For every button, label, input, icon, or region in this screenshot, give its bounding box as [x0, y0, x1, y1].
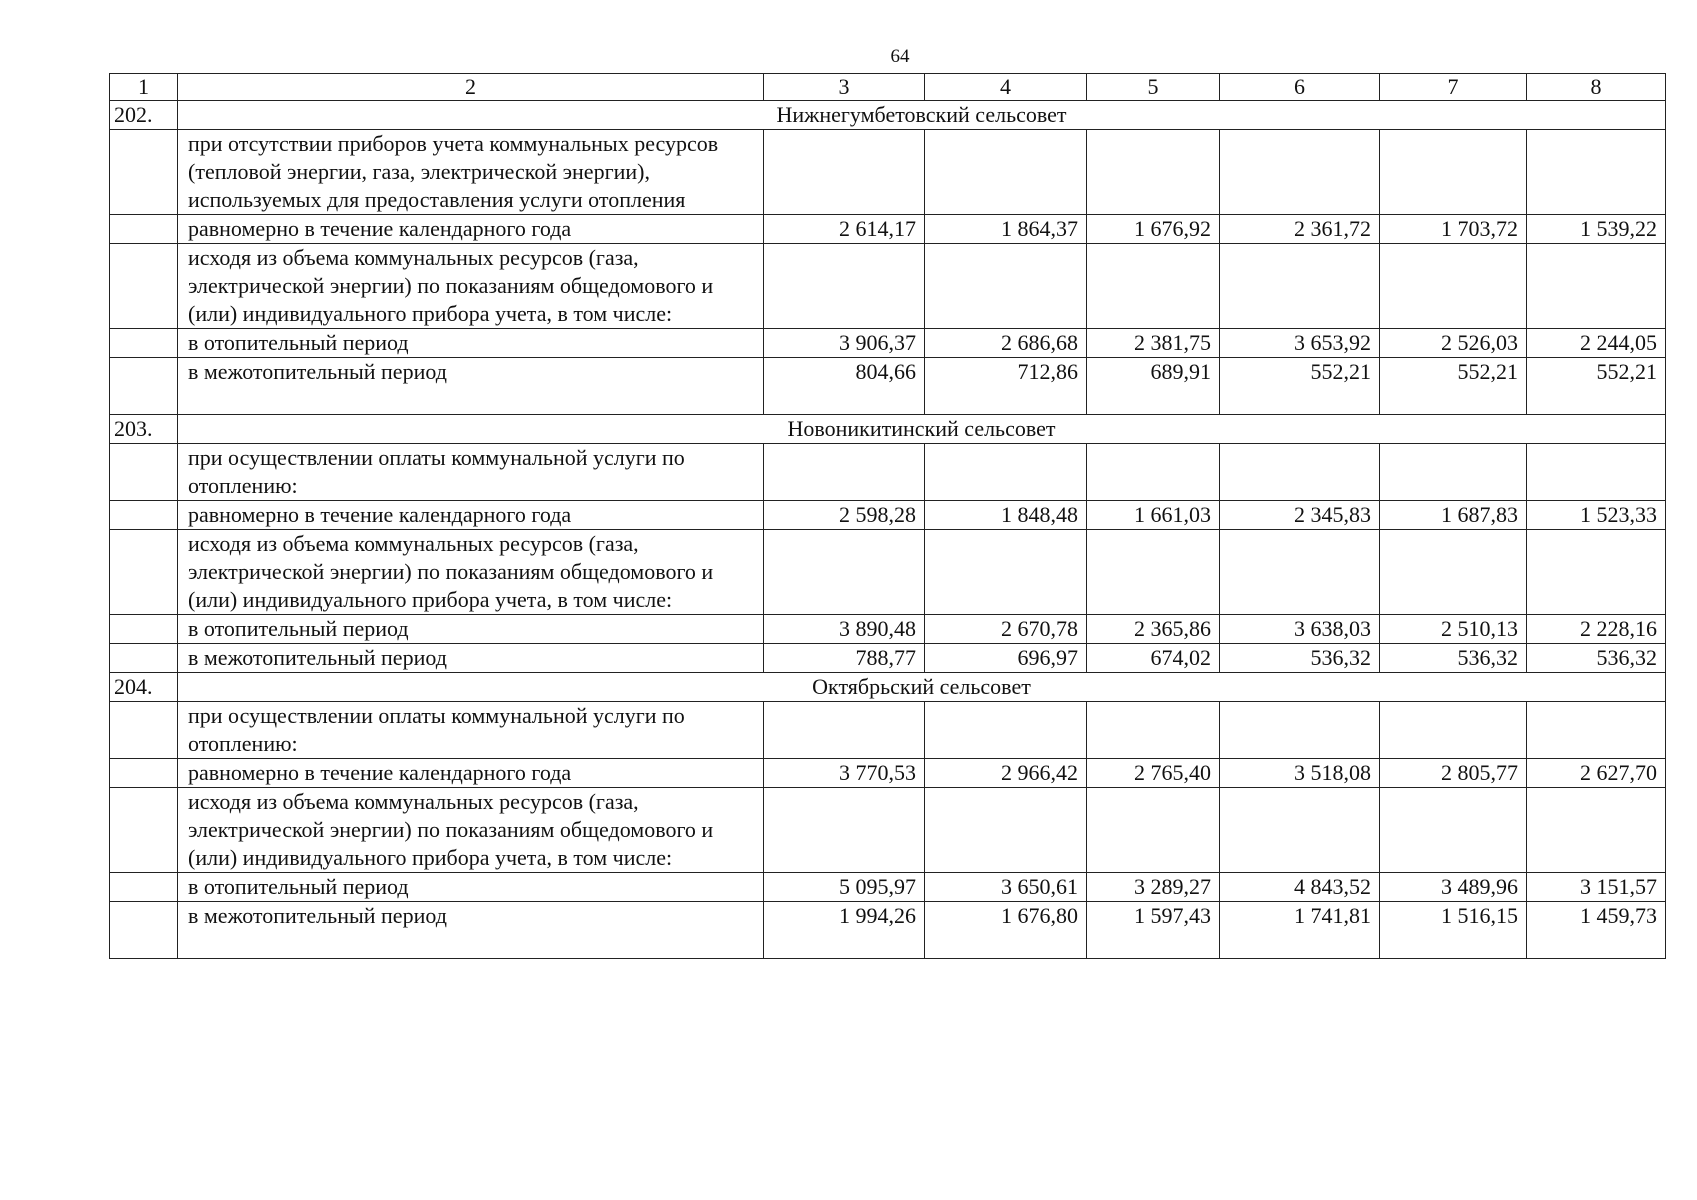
row-index-cell [110, 644, 178, 673]
value-cell-col-5: 2 765,40 [1087, 759, 1220, 788]
value-cell-col-6: 536,32 [1220, 644, 1380, 673]
value-cell-col-8: 2 244,05 [1527, 329, 1666, 358]
value-cell-col-4: 1 848,48 [925, 501, 1087, 530]
column-number: 5 [1087, 74, 1220, 101]
value-cell-col-3 [764, 130, 925, 215]
row-description: в отопительный период [178, 873, 764, 902]
column-number: 7 [1380, 74, 1527, 101]
value-cell-col-8 [1527, 530, 1666, 615]
value-cell-col-4 [925, 444, 1087, 501]
value-cell-col-5: 1 676,92 [1087, 215, 1220, 244]
value-cell-col-6: 3 638,03 [1220, 615, 1380, 644]
section-number: 204. [110, 673, 178, 702]
value-cell-col-5: 2 381,75 [1087, 329, 1220, 358]
table-row [110, 873, 1666, 902]
row-index-cell [110, 130, 178, 215]
table-row [110, 788, 1666, 873]
value-cell-col-6 [1220, 244, 1380, 329]
row-description: в отопительный период [178, 615, 764, 644]
value-cell-col-6 [1220, 530, 1380, 615]
row-description: в межотопительный период [178, 902, 764, 959]
value-cell-col-3: 3 890,48 [764, 615, 925, 644]
row-description: при осуществлении оплаты коммунальной услуги по отоплению: [178, 444, 764, 501]
value-cell-col-5 [1087, 530, 1220, 615]
row-index-cell [110, 873, 178, 902]
row-description: исходя из объема коммунальных ресурсов (газа, электрической энергии) по показаниям общедомового и (или) индивидуального прибора учета, в том числе: [178, 788, 764, 873]
tariff-table [109, 73, 1666, 959]
table-body [110, 74, 1666, 959]
table-row [110, 644, 1666, 673]
value-cell-col-3: 788,77 [764, 644, 925, 673]
value-cell-col-3: 3 906,37 [764, 329, 925, 358]
row-index-cell [110, 501, 178, 530]
row-description: при отсутствии приборов учета коммунальных ресурсов (тепловой энергии, газа, электрической энергии), используемых для предоставления услуги отопления [178, 130, 764, 215]
table-row [110, 244, 1666, 329]
row-description: в межотопительный период [178, 358, 764, 415]
value-cell-col-8 [1527, 244, 1666, 329]
row-index-cell [110, 702, 178, 759]
table-row [110, 759, 1666, 788]
value-cell-col-8: 2 228,16 [1527, 615, 1666, 644]
column-number: 3 [764, 74, 925, 101]
value-cell-col-8 [1527, 444, 1666, 501]
value-cell-col-4: 2 966,42 [925, 759, 1087, 788]
value-cell-col-8: 552,21 [1527, 358, 1666, 415]
value-cell-col-7: 2 510,13 [1380, 615, 1527, 644]
row-index-cell [110, 615, 178, 644]
table-row [110, 902, 1666, 959]
value-cell-col-4: 2 686,68 [925, 329, 1087, 358]
row-description: в межотопительный период [178, 644, 764, 673]
value-cell-col-8 [1527, 702, 1666, 759]
table-row [110, 215, 1666, 244]
row-description: равномерно в течение календарного года [178, 215, 764, 244]
value-cell-col-7: 3 489,96 [1380, 873, 1527, 902]
row-description: в отопительный период [178, 329, 764, 358]
value-cell-col-7: 2 805,77 [1380, 759, 1527, 788]
value-cell-col-6: 1 741,81 [1220, 902, 1380, 959]
value-cell-col-7: 1 687,83 [1380, 501, 1527, 530]
row-description: равномерно в течение календарного года [178, 501, 764, 530]
value-cell-col-7: 1 703,72 [1380, 215, 1527, 244]
value-cell-col-4: 712,86 [925, 358, 1087, 415]
value-cell-col-3: 1 994,26 [764, 902, 925, 959]
value-cell-col-3 [764, 444, 925, 501]
value-cell-col-5 [1087, 788, 1220, 873]
value-cell-col-5 [1087, 130, 1220, 215]
row-index-cell [110, 902, 178, 959]
column-number: 8 [1527, 74, 1666, 101]
row-index-cell [110, 759, 178, 788]
value-cell-col-7 [1380, 788, 1527, 873]
value-cell-col-8: 536,32 [1527, 644, 1666, 673]
value-cell-col-3: 2 598,28 [764, 501, 925, 530]
value-cell-col-7 [1380, 530, 1527, 615]
value-cell-col-5 [1087, 244, 1220, 329]
value-cell-col-3: 3 770,53 [764, 759, 925, 788]
column-number: 1 [110, 74, 178, 101]
value-cell-col-3 [764, 530, 925, 615]
row-index-cell [110, 444, 178, 501]
value-cell-col-4: 1 864,37 [925, 215, 1087, 244]
value-cell-col-5: 674,02 [1087, 644, 1220, 673]
value-cell-col-7: 536,32 [1380, 644, 1527, 673]
value-cell-col-5 [1087, 444, 1220, 501]
section-title: Октябрьский сельсовет [178, 673, 1666, 702]
value-cell-col-4: 696,97 [925, 644, 1087, 673]
row-index-cell [110, 244, 178, 329]
value-cell-col-6: 3 518,08 [1220, 759, 1380, 788]
value-cell-col-3 [764, 702, 925, 759]
value-cell-col-8: 1 539,22 [1527, 215, 1666, 244]
section-number: 203. [110, 415, 178, 444]
value-cell-col-4: 2 670,78 [925, 615, 1087, 644]
column-number: 6 [1220, 74, 1380, 101]
table-row [110, 501, 1666, 530]
row-description: при осуществлении оплаты коммунальной услуги по отоплению: [178, 702, 764, 759]
value-cell-col-7 [1380, 444, 1527, 501]
value-cell-col-6: 2 361,72 [1220, 215, 1380, 244]
value-cell-col-4: 3 650,61 [925, 873, 1087, 902]
value-cell-col-5: 1 661,03 [1087, 501, 1220, 530]
value-cell-col-7 [1380, 244, 1527, 329]
value-cell-col-7: 1 516,15 [1380, 902, 1527, 959]
value-cell-col-4 [925, 130, 1087, 215]
table-row [110, 530, 1666, 615]
column-number: 4 [925, 74, 1087, 101]
table-row [110, 615, 1666, 644]
value-cell-col-8 [1527, 788, 1666, 873]
value-cell-col-6 [1220, 788, 1380, 873]
value-cell-col-7 [1380, 130, 1527, 215]
row-index-cell [110, 530, 178, 615]
value-cell-col-7: 552,21 [1380, 358, 1527, 415]
section-header-row [110, 673, 1666, 702]
value-cell-col-6: 3 653,92 [1220, 329, 1380, 358]
row-description: равномерно в течение календарного года [178, 759, 764, 788]
value-cell-col-5: 2 365,86 [1087, 615, 1220, 644]
section-number: 202. [110, 101, 178, 130]
value-cell-col-5: 689,91 [1087, 358, 1220, 415]
table-row [110, 702, 1666, 759]
value-cell-col-6 [1220, 130, 1380, 215]
section-header-row [110, 415, 1666, 444]
section-title: Новоникитинский сельсовет [178, 415, 1666, 444]
page-number: 64 [890, 46, 910, 67]
value-cell-col-7: 2 526,03 [1380, 329, 1527, 358]
value-cell-col-3: 804,66 [764, 358, 925, 415]
value-cell-col-6 [1220, 444, 1380, 501]
value-cell-col-3: 5 095,97 [764, 873, 925, 902]
value-cell-col-7 [1380, 702, 1527, 759]
value-cell-col-3 [764, 244, 925, 329]
table-row [110, 329, 1666, 358]
table-row [110, 444, 1666, 501]
value-cell-col-8: 2 627,70 [1527, 759, 1666, 788]
section-header-row [110, 101, 1666, 130]
row-index-cell [110, 329, 178, 358]
value-cell-col-3: 2 614,17 [764, 215, 925, 244]
row-index-cell [110, 788, 178, 873]
value-cell-col-4 [925, 530, 1087, 615]
table-row [110, 130, 1666, 215]
row-description: исходя из объема коммунальных ресурсов (газа, электрической энергии) по показаниям общедомового и (или) индивидуального прибора учета, в том числе: [178, 244, 764, 329]
value-cell-col-6: 552,21 [1220, 358, 1380, 415]
value-cell-col-8: 3 151,57 [1527, 873, 1666, 902]
column-number-row [110, 74, 1666, 101]
section-title: Нижнегумбетовский сельсовет [178, 101, 1666, 130]
value-cell-col-8: 1 459,73 [1527, 902, 1666, 959]
value-cell-col-4 [925, 788, 1087, 873]
value-cell-col-4 [925, 702, 1087, 759]
value-cell-col-5: 1 597,43 [1087, 902, 1220, 959]
table-row [110, 358, 1666, 415]
value-cell-col-6 [1220, 702, 1380, 759]
value-cell-col-6: 4 843,52 [1220, 873, 1380, 902]
value-cell-col-8: 1 523,33 [1527, 501, 1666, 530]
row-description: исходя из объема коммунальных ресурсов (газа, электрической энергии) по показаниям общедомового и (или) индивидуального прибора учета, в том числе: [178, 530, 764, 615]
column-number: 2 [178, 74, 764, 101]
value-cell-col-8 [1527, 130, 1666, 215]
value-cell-col-4: 1 676,80 [925, 902, 1087, 959]
value-cell-col-5: 3 289,27 [1087, 873, 1220, 902]
row-index-cell [110, 358, 178, 415]
value-cell-col-5 [1087, 702, 1220, 759]
value-cell-col-4 [925, 244, 1087, 329]
value-cell-col-3 [764, 788, 925, 873]
value-cell-col-6: 2 345,83 [1220, 501, 1380, 530]
row-index-cell [110, 215, 178, 244]
